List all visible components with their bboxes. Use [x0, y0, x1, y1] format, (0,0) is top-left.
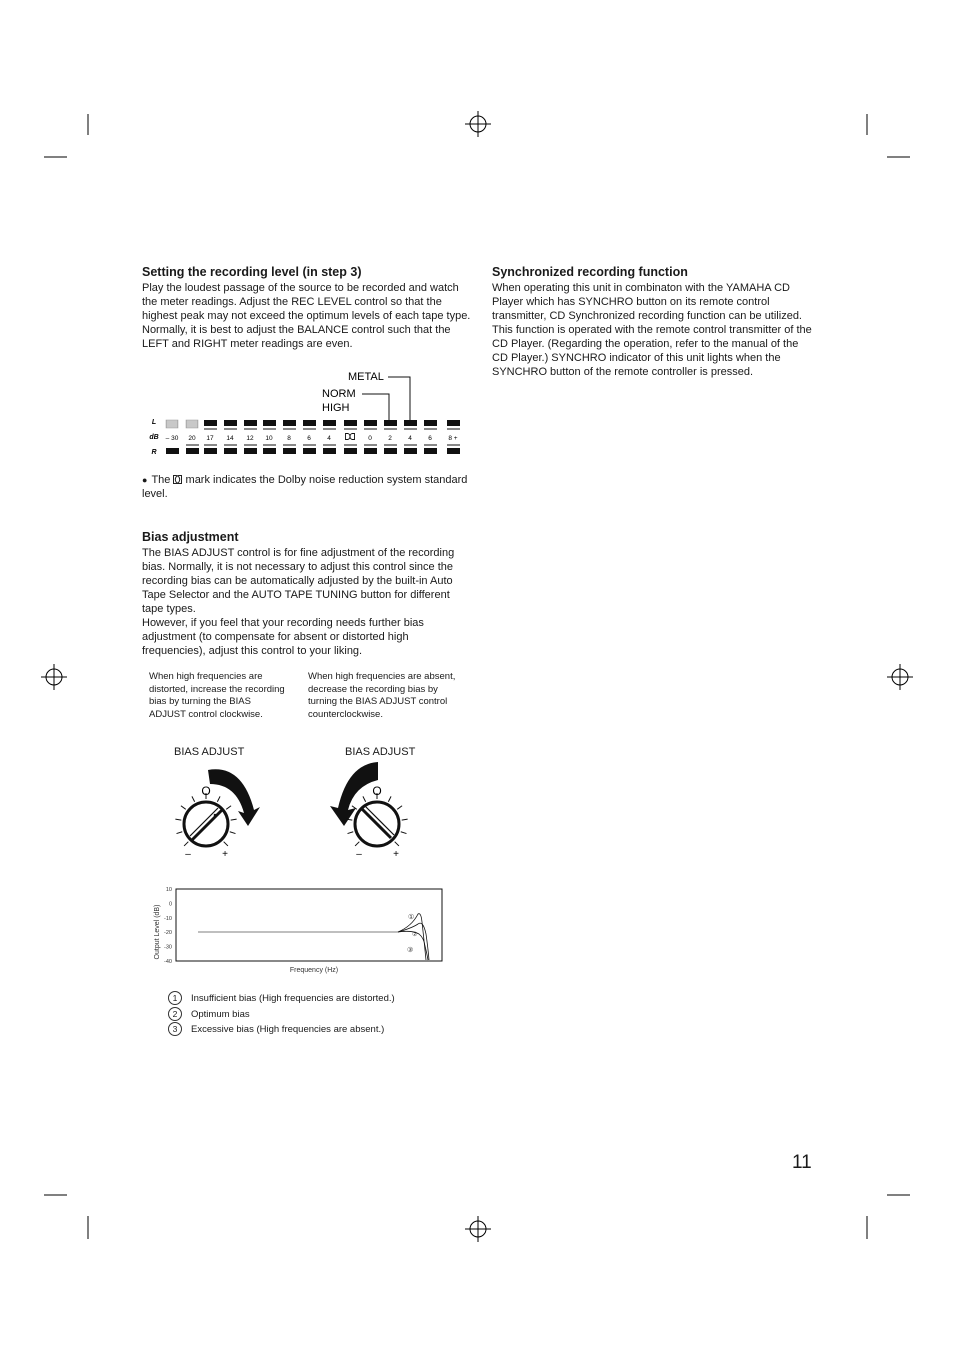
meter-label-high: HIGH: [322, 402, 350, 414]
curve-label-3: ③: [407, 947, 414, 954]
knob-tick: [230, 832, 236, 834]
legend-text: Excessive bias (High frequencies are absent.): [191, 1023, 385, 1035]
bias-paragraphs: [142, 546, 472, 658]
meter-scale-label: 4: [408, 435, 412, 442]
meter-segment-R: [323, 448, 336, 454]
knob-left-label: BIAS ADJUST: [174, 746, 245, 758]
recording-level-paragraph: [142, 281, 472, 351]
meter-segment-R: [204, 448, 217, 454]
meter-label-metal: METAL: [348, 371, 384, 383]
caption-increase-bias: When high frequencies are distorted, increase the recording bias by turning the BIAS ADJUST control clockwise.: [149, 671, 285, 720]
legend-number: 1: [168, 991, 182, 1005]
meter-segment-L: [283, 420, 296, 426]
curve-label-2: ②: [412, 932, 418, 938]
knob-left-center-mark: O: [201, 784, 211, 798]
knob-right-plus: +: [393, 849, 399, 860]
meter-segment-L: [263, 420, 276, 426]
meter-row-R: R: [151, 449, 157, 456]
knob-left-minus: –: [185, 849, 191, 860]
meter-scale-label: 20: [188, 435, 196, 442]
bullet: ●: [142, 475, 148, 485]
meter-segment-L: [323, 420, 336, 426]
meter-scale-label: 6: [428, 435, 432, 442]
meter-scale-label: 2: [388, 435, 392, 442]
meter-segment-R: [224, 448, 237, 454]
meter-row-L: L: [151, 419, 157, 426]
legend-text: Insufficient bias (High frequencies are distorted.): [191, 992, 395, 1004]
knob-tick: [355, 842, 359, 846]
knob-tick: [402, 819, 408, 820]
knob-tick: [348, 832, 354, 834]
dolby-note-before: The: [151, 474, 171, 486]
metal-callout-line: [388, 377, 410, 426]
dolby-note: [142, 473, 472, 501]
legend-item-2: [168, 1007, 250, 1021]
dolby-note-after: mark indicates the Dolby noise reduction system standard level.: [142, 474, 468, 500]
meter-scale-label: 12: [246, 435, 254, 442]
knob-right-center-mark: O: [372, 784, 382, 798]
meter-segment-R: [344, 448, 357, 454]
bias-response-graph: [150, 868, 450, 978]
bias-heading: Bias adjustment: [142, 530, 239, 544]
meter-segment-R: [166, 448, 179, 454]
meter-scale-label: 8 +: [448, 435, 458, 442]
knob-tick: [217, 796, 220, 801]
meter-segment-hatched: [186, 420, 198, 428]
knob-right-label: BIAS ADJUST: [345, 746, 416, 758]
caption-decrease-bias: When high frequencies are absent, decrease the recording bias by turning the BIAS ADJUST control counterclockwise.: [308, 671, 456, 720]
meter-segment-R: [404, 448, 417, 454]
meter-segment-L: [244, 420, 257, 426]
knob-tick: [184, 842, 188, 846]
knob-tick: [395, 842, 399, 846]
legend-item-1: [168, 991, 395, 1005]
meter-scale-label: 8: [287, 435, 291, 442]
recording-level-text: Play the loudest passage of the source to be recorded and watch the meter readings. Adjust the REC LEVEL control so that the highest peak may not exceed the optimum levels of each tape type. Normally, it is best to adjust the BALANCE control such that the LEFT and RIGHT meter readings are even.: [142, 282, 471, 350]
meter-segment-R: [186, 448, 199, 454]
meter-label-norm: NORM: [322, 388, 356, 400]
curve-label-1: ①: [408, 914, 415, 921]
dolby-symbol-icon: [173, 475, 182, 484]
meter-segment-L: [303, 420, 316, 426]
graph-xlabel: Frequency (Hz): [289, 967, 339, 974]
knob-tick: [363, 796, 366, 801]
meter-row-dB: dB: [149, 434, 159, 441]
meter-scale-label: 0: [368, 435, 372, 442]
knob-right-minus: –: [356, 849, 362, 860]
recording-level-heading: Setting the recording level (in step 3): [142, 265, 362, 279]
knob-tick: [226, 806, 231, 810]
synchro-heading: Synchronized recording function: [492, 265, 688, 279]
bias-paragraph-2: However, if you feel that your recording needs further bias adjustment (to compensate for absent or distorted high frequencies), adjust this control to your liking.: [142, 617, 424, 657]
bias-knob-counterclockwise: [326, 762, 426, 862]
page-number: 11: [792, 1152, 812, 1173]
meter-segment-R: [263, 448, 276, 454]
legend-number: 3: [168, 1022, 182, 1036]
knob-tick: [231, 819, 237, 820]
meter-segment-R: [384, 448, 397, 454]
graph-ytick-label: -20: [164, 930, 172, 937]
graph-ylabel: Output Level (dB): [154, 904, 161, 960]
knob-left-plus: +: [222, 849, 228, 860]
knob-tick: [177, 832, 183, 834]
graph-ytick-label: -10: [164, 915, 172, 922]
knob-tick: [401, 832, 407, 834]
meter-segment-L: [224, 420, 237, 426]
meter-segment-L: [384, 420, 397, 426]
knob-tick: [175, 819, 181, 820]
graph-ytick-label: 0: [168, 901, 172, 908]
dolby-level-icon: [346, 434, 355, 440]
meter-segment-R: [364, 448, 377, 454]
meter-segment-L: [447, 420, 460, 426]
meter-segment-L: [204, 420, 217, 426]
knob-tick: [388, 796, 391, 801]
level-meter-diagram: [140, 366, 470, 462]
meter-segment-L: [364, 420, 377, 426]
meter-scale-label: 6: [307, 435, 311, 442]
graph-ytick-label: -30: [164, 944, 172, 951]
meter-segment-R: [447, 448, 460, 454]
legend-item-3: [168, 1022, 384, 1036]
meter-scale-label: 4: [327, 435, 331, 442]
meter-segment-R: [244, 448, 257, 454]
meter-segment-R: [424, 448, 437, 454]
legend-number: 2: [168, 1007, 182, 1021]
legend-text: Optimum bias: [191, 1008, 250, 1020]
meter-segment-hatched: [166, 420, 178, 428]
synchro-paragraph-block: [492, 281, 812, 379]
meter-scale-label: 14: [226, 435, 234, 442]
knob-tick: [181, 806, 186, 810]
bias-knob-clockwise: [170, 762, 270, 862]
synchro-paragraph: When operating this unit in combinaton with the YAMAHA CD Player which has SYNCHRO button on its remote control transmitter, CD Synchronized recording function can be utilized. This function is operated with the remote control transmitter of the CD Player. (Regarding the operation, refer to the manual of the CD Player.) SYNCHRO indicator of this unit lights when the SYNCHRO button of the remote controller is pressed.: [492, 282, 812, 378]
meter-scale-label: 10: [265, 435, 273, 442]
meter-scale-label: 17: [206, 435, 214, 442]
bias-paragraph-1: The BIAS ADJUST control is for fine adjustment of the recording bias. Normally, it is not necessary to adjust this control since the recording bias can be automatically adjusted by the built-in Auto Tape Selector and the AUTO TAPE TUNING button for different tape types.: [142, 547, 455, 615]
graph-ytick-label: -40: [164, 959, 172, 965]
meter-segment-L: [424, 420, 437, 426]
meter-segment-R: [303, 448, 316, 454]
knob-tick: [224, 842, 228, 846]
meter-scale-label: – 30: [165, 435, 179, 442]
knob-tick: [397, 806, 402, 810]
meter-segment-R: [283, 448, 296, 454]
graph-ytick-label: 10: [165, 887, 172, 893]
meter-segment-L: [344, 420, 357, 426]
knob-tick: [192, 796, 195, 801]
